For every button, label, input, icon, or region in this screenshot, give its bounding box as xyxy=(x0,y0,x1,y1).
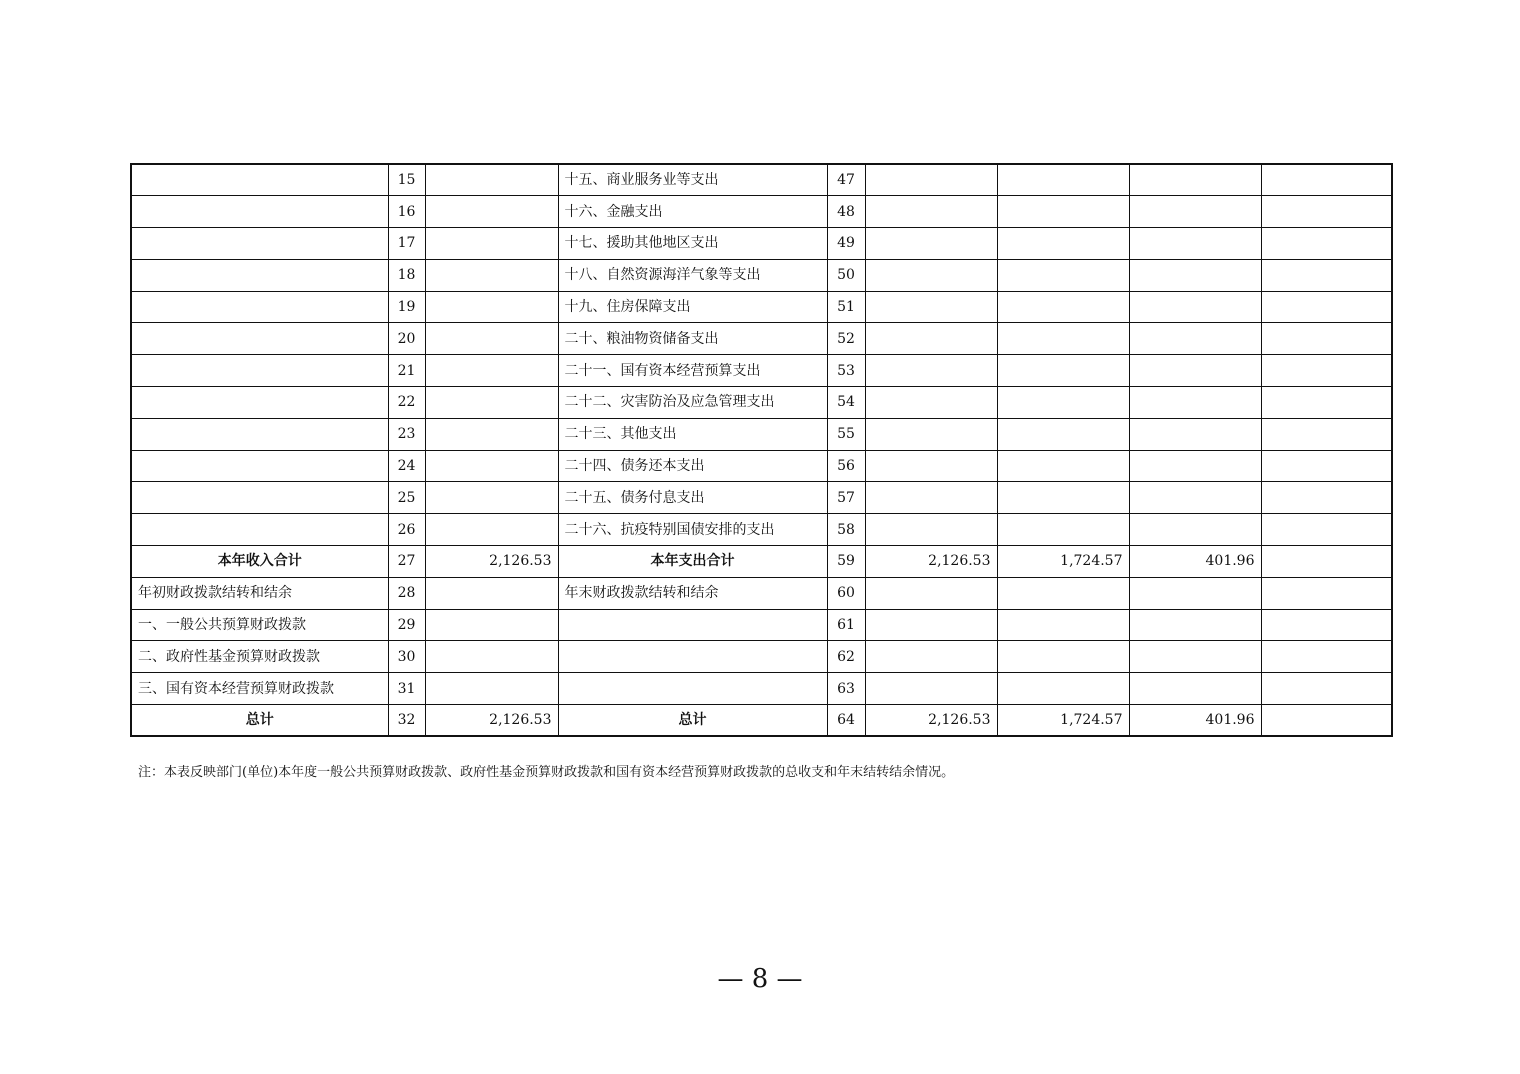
expense-total-cell xyxy=(865,387,997,419)
state-capital-budget-cell xyxy=(1261,259,1392,291)
table-row xyxy=(131,482,1392,514)
expense-total-cell xyxy=(865,323,997,355)
state-capital-budget-cell xyxy=(1261,577,1392,609)
income-amount-cell xyxy=(425,355,558,387)
gov-fund-budget-cell xyxy=(1129,482,1261,514)
income-item-cell: 总计 xyxy=(131,705,388,737)
expense-item-cell: 总计 xyxy=(558,705,827,737)
income-item-cell xyxy=(131,164,388,196)
income-amount-cell xyxy=(425,196,558,228)
expense-line-no-cell: 63 xyxy=(827,673,865,705)
income-line-no-cell: 21 xyxy=(388,355,425,387)
income-item-cell xyxy=(131,418,388,450)
income-item-cell: 年初财政拨款结转和结余 xyxy=(131,577,388,609)
expense-total-cell xyxy=(865,641,997,673)
income-line-no-cell: 30 xyxy=(388,641,425,673)
gov-fund-budget-cell xyxy=(1129,164,1261,196)
expense-total-cell xyxy=(865,228,997,260)
general-budget-cell xyxy=(997,323,1129,355)
table-row xyxy=(131,514,1392,546)
income-item-cell xyxy=(131,259,388,291)
table-row xyxy=(131,291,1392,323)
gov-fund-budget-cell xyxy=(1129,609,1261,641)
table-row xyxy=(131,577,1392,609)
expense-line-no-cell: 56 xyxy=(827,450,865,482)
general-budget-cell xyxy=(997,164,1129,196)
income-line-no-cell: 24 xyxy=(388,450,425,482)
income-amount-cell xyxy=(425,259,558,291)
income-amount-cell xyxy=(425,387,558,419)
gov-fund-budget-cell xyxy=(1129,291,1261,323)
income-amount-cell xyxy=(425,641,558,673)
expense-line-no-cell: 59 xyxy=(827,546,865,578)
state-capital-budget-cell xyxy=(1261,514,1392,546)
state-capital-budget-cell xyxy=(1261,450,1392,482)
expense-item-cell xyxy=(558,609,827,641)
income-amount-cell xyxy=(425,323,558,355)
expense-item-cell: 二十、粮油物资储备支出 xyxy=(558,323,827,355)
income-line-no-cell: 27 xyxy=(388,546,425,578)
page-number: — 8 — xyxy=(717,964,803,994)
general-budget-cell xyxy=(997,196,1129,228)
state-capital-budget-cell xyxy=(1261,418,1392,450)
income-amount-cell xyxy=(425,577,558,609)
expense-item-cell: 十八、自然资源海洋气象等支出 xyxy=(558,259,827,291)
expense-total-cell xyxy=(865,673,997,705)
general-budget-cell xyxy=(997,482,1129,514)
expense-item-cell: 十五、商业服务业等支出 xyxy=(558,164,827,196)
income-item-cell xyxy=(131,514,388,546)
expense-item-cell: 十七、援助其他地区支出 xyxy=(558,228,827,260)
expense-item-cell: 十九、住房保障支出 xyxy=(558,291,827,323)
gov-fund-budget-cell: 401.96 xyxy=(1129,705,1261,737)
general-budget-cell: 1,724.57 xyxy=(997,705,1129,737)
expense-line-no-cell: 50 xyxy=(827,259,865,291)
expense-total-cell xyxy=(865,259,997,291)
expense-line-no-cell: 54 xyxy=(827,387,865,419)
table-note: 注：本表反映部门(单位)本年度一般公共预算财政拨款、政府性基金预算财政拨款和国有资本经营预算财政拨款的总收支和年末结转结余情况。 xyxy=(138,765,955,780)
income-amount-cell xyxy=(425,482,558,514)
gov-fund-budget-cell xyxy=(1129,577,1261,609)
state-capital-budget-cell xyxy=(1261,355,1392,387)
expense-total-cell xyxy=(865,291,997,323)
state-capital-budget-cell xyxy=(1261,164,1392,196)
expense-line-no-cell: 60 xyxy=(827,577,865,609)
table-row xyxy=(131,673,1392,705)
income-line-no-cell: 22 xyxy=(388,387,425,419)
income-line-no-cell: 25 xyxy=(388,482,425,514)
income-line-no-cell: 15 xyxy=(388,164,425,196)
income-amount-cell: 2,126.53 xyxy=(425,546,558,578)
table-row xyxy=(131,450,1392,482)
expense-line-no-cell: 64 xyxy=(827,705,865,737)
table-row xyxy=(131,609,1392,641)
general-budget-cell xyxy=(997,577,1129,609)
general-budget-cell xyxy=(997,418,1129,450)
table-row xyxy=(131,228,1392,260)
income-amount-cell xyxy=(425,291,558,323)
expense-total-cell xyxy=(865,482,997,514)
gov-fund-budget-cell xyxy=(1129,196,1261,228)
income-amount-cell xyxy=(425,514,558,546)
table-row xyxy=(131,387,1392,419)
income-item-cell: 本年收入合计 xyxy=(131,546,388,578)
expense-total-cell xyxy=(865,609,997,641)
income-line-no-cell: 18 xyxy=(388,259,425,291)
expense-item-cell xyxy=(558,673,827,705)
expense-item-cell: 本年支出合计 xyxy=(558,546,827,578)
income-line-no-cell: 29 xyxy=(388,609,425,641)
table-row xyxy=(131,323,1392,355)
income-amount-cell xyxy=(425,673,558,705)
state-capital-budget-cell xyxy=(1261,705,1392,737)
general-budget-cell xyxy=(997,355,1129,387)
income-item-cell xyxy=(131,228,388,260)
income-line-no-cell: 17 xyxy=(388,228,425,260)
gov-fund-budget-cell xyxy=(1129,450,1261,482)
gov-fund-budget-cell xyxy=(1129,387,1261,419)
expense-line-no-cell: 53 xyxy=(827,355,865,387)
income-line-no-cell: 16 xyxy=(388,196,425,228)
table-row xyxy=(131,196,1392,228)
income-line-no-cell: 28 xyxy=(388,577,425,609)
income-item-cell xyxy=(131,196,388,228)
general-budget-cell xyxy=(997,387,1129,419)
income-amount-cell: 2,126.53 xyxy=(425,705,558,737)
gov-fund-budget-cell xyxy=(1129,641,1261,673)
expense-total-cell xyxy=(865,164,997,196)
expense-item-cell: 十六、金融支出 xyxy=(558,196,827,228)
expense-total-cell: 2,126.53 xyxy=(865,705,997,737)
expense-total-cell xyxy=(865,514,997,546)
table-row xyxy=(131,546,1392,578)
expense-total-cell xyxy=(865,577,997,609)
state-capital-budget-cell xyxy=(1261,673,1392,705)
general-budget-cell xyxy=(997,259,1129,291)
general-budget-cell xyxy=(997,228,1129,260)
income-item-cell xyxy=(131,450,388,482)
gov-fund-budget-cell xyxy=(1129,514,1261,546)
income-line-no-cell: 26 xyxy=(388,514,425,546)
gov-fund-budget-cell xyxy=(1129,228,1261,260)
income-item-cell xyxy=(131,387,388,419)
expense-item-cell xyxy=(558,641,827,673)
gov-fund-budget-cell xyxy=(1129,418,1261,450)
income-item-cell xyxy=(131,482,388,514)
state-capital-budget-cell xyxy=(1261,641,1392,673)
table-body xyxy=(131,164,1392,736)
income-item-cell: 一、一般公共预算财政拨款 xyxy=(131,609,388,641)
general-budget-cell xyxy=(997,450,1129,482)
income-line-no-cell: 23 xyxy=(388,418,425,450)
budget-table xyxy=(130,163,1393,737)
table-row xyxy=(131,164,1392,196)
gov-fund-budget-cell: 401.96 xyxy=(1129,546,1261,578)
income-line-no-cell: 20 xyxy=(388,323,425,355)
expense-item-cell: 二十一、国有资本经营预算支出 xyxy=(558,355,827,387)
expense-line-no-cell: 47 xyxy=(827,164,865,196)
general-budget-cell xyxy=(997,673,1129,705)
expense-line-no-cell: 57 xyxy=(827,482,865,514)
income-item-cell: 三、国有资本经营预算财政拨款 xyxy=(131,673,388,705)
expense-item-cell: 年末财政拨款结转和结余 xyxy=(558,577,827,609)
gov-fund-budget-cell xyxy=(1129,355,1261,387)
general-budget-cell xyxy=(997,291,1129,323)
general-budget-cell xyxy=(997,514,1129,546)
gov-fund-budget-cell xyxy=(1129,259,1261,291)
expense-item-cell: 二十六、抗疫特别国债安排的支出 xyxy=(558,514,827,546)
expense-total-cell xyxy=(865,418,997,450)
state-capital-budget-cell xyxy=(1261,546,1392,578)
state-capital-budget-cell xyxy=(1261,482,1392,514)
expense-line-no-cell: 48 xyxy=(827,196,865,228)
expense-line-no-cell: 61 xyxy=(827,609,865,641)
income-amount-cell xyxy=(425,418,558,450)
income-amount-cell xyxy=(425,164,558,196)
gov-fund-budget-cell xyxy=(1129,323,1261,355)
general-budget-cell xyxy=(997,641,1129,673)
state-capital-budget-cell xyxy=(1261,196,1392,228)
expense-line-no-cell: 51 xyxy=(827,291,865,323)
table-row xyxy=(131,259,1392,291)
income-item-cell: 二、政府性基金预算财政拨款 xyxy=(131,641,388,673)
gov-fund-budget-cell xyxy=(1129,673,1261,705)
expense-line-no-cell: 55 xyxy=(827,418,865,450)
state-capital-budget-cell xyxy=(1261,291,1392,323)
expense-item-cell: 二十五、债务付息支出 xyxy=(558,482,827,514)
expense-item-cell: 二十四、债务还本支出 xyxy=(558,450,827,482)
expense-line-no-cell: 62 xyxy=(827,641,865,673)
general-budget-cell: 1,724.57 xyxy=(997,546,1129,578)
income-amount-cell xyxy=(425,228,558,260)
state-capital-budget-cell xyxy=(1261,323,1392,355)
income-line-no-cell: 19 xyxy=(388,291,425,323)
expense-item-cell: 二十三、其他支出 xyxy=(558,418,827,450)
general-budget-cell xyxy=(997,609,1129,641)
table-row xyxy=(131,418,1392,450)
income-amount-cell xyxy=(425,609,558,641)
state-capital-budget-cell xyxy=(1261,228,1392,260)
income-line-no-cell: 31 xyxy=(388,673,425,705)
income-amount-cell xyxy=(425,450,558,482)
expense-total-cell xyxy=(865,355,997,387)
state-capital-budget-cell xyxy=(1261,609,1392,641)
table-row xyxy=(131,355,1392,387)
table-row xyxy=(131,705,1392,737)
expense-line-no-cell: 49 xyxy=(827,228,865,260)
income-item-cell xyxy=(131,323,388,355)
expense-item-cell: 二十二、灾害防治及应急管理支出 xyxy=(558,387,827,419)
expense-total-cell: 2,126.53 xyxy=(865,546,997,578)
income-line-no-cell: 32 xyxy=(388,705,425,737)
expense-total-cell xyxy=(865,196,997,228)
table-row xyxy=(131,641,1392,673)
expense-line-no-cell: 58 xyxy=(827,514,865,546)
state-capital-budget-cell xyxy=(1261,387,1392,419)
expense-line-no-cell: 52 xyxy=(827,323,865,355)
income-item-cell xyxy=(131,355,388,387)
income-item-cell xyxy=(131,291,388,323)
expense-total-cell xyxy=(865,450,997,482)
